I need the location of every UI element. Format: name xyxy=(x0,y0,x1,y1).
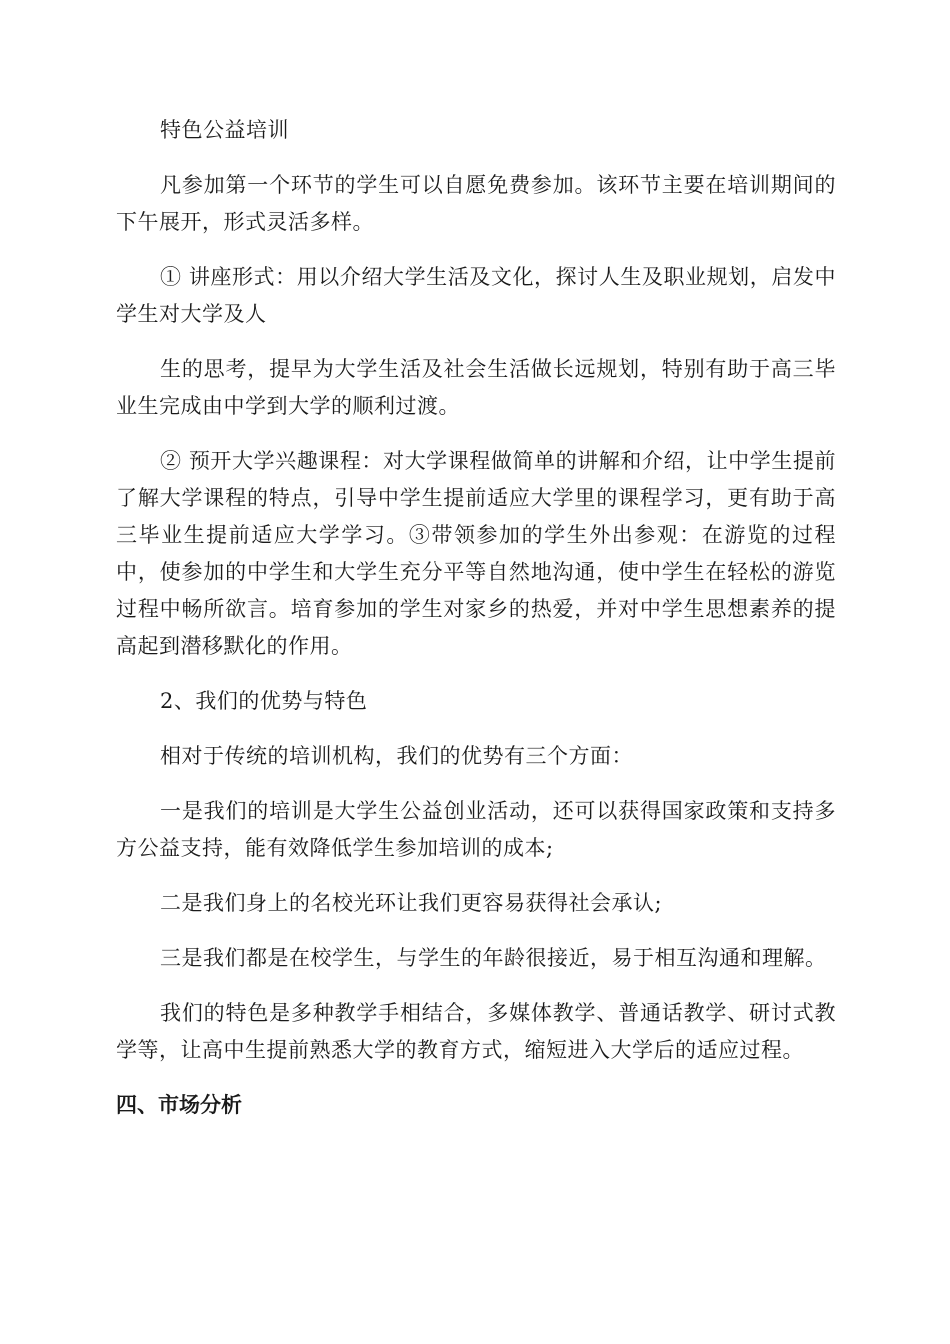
paragraph-preview-courses: ② 预开大学兴趣课程：对大学课程做简单的讲解和介绍，让中学生提前了解大学课程的特点，引导中学生提前适应大学里的课程学习，更有助于高三毕业生提前适应大学学习。③带领参加的学生外出参观：在游览的过程中，使参加的中学生和大学生充分平等自然地沟通，使中学生在轻松的游览过程中畅所欲言。培育参加的学生对家乡的热爱，并对中学生思想素养的提高起到潜移默化的作用。 xyxy=(116,449,836,658)
paragraph-subheading-public-training: 特色公益培训 xyxy=(160,118,289,142)
paragraph-advantage-two: 二是我们身上的名校光环让我们更容易获得社会承认; xyxy=(160,891,663,915)
paragraph-lecture-continued: 生的思考，提早为大学生活及社会生活做长远规划，特别有助于高三毕业生完成由中学到大学的顺利过渡。 xyxy=(116,357,836,418)
paragraph-free-participation: 凡参加第一个环节的学生可以自愿免费参加。该环节主要在培训期间的下午展开，形式灵活多样。 xyxy=(116,173,836,234)
paragraph-advantage-three: 三是我们都是在校学生，与学生的年龄很接近，易于相互沟通和理解。 xyxy=(160,946,827,970)
paragraph-features: 我们的特色是多种教学手相结合，多媒体教学、普通话教学、研讨式教学等，让高中生提前熟悉大学的教育方式，缩短进入大学后的适应过程。 xyxy=(116,1001,836,1062)
section-heading-market-analysis: 四、市场分析 xyxy=(116,1093,242,1117)
paragraph-subheading-advantages: 2、我们的优势与特色 xyxy=(160,689,368,713)
paragraph-advantages-intro: 相对于传统的培训机构，我们的优势有三个方面： xyxy=(160,744,633,768)
paragraph-advantage-one: 一是我们的培训是大学生公益创业活动，还可以获得国家政策和支持多方公益支持，能有效降低学生参加培训的成本; xyxy=(116,799,836,860)
paragraph-lecture-format: ① 讲座形式：用以介绍大学生活及文化，探讨人生及职业规划，启发中学生对大学及人 xyxy=(116,265,836,326)
document-body xyxy=(116,112,836,1124)
